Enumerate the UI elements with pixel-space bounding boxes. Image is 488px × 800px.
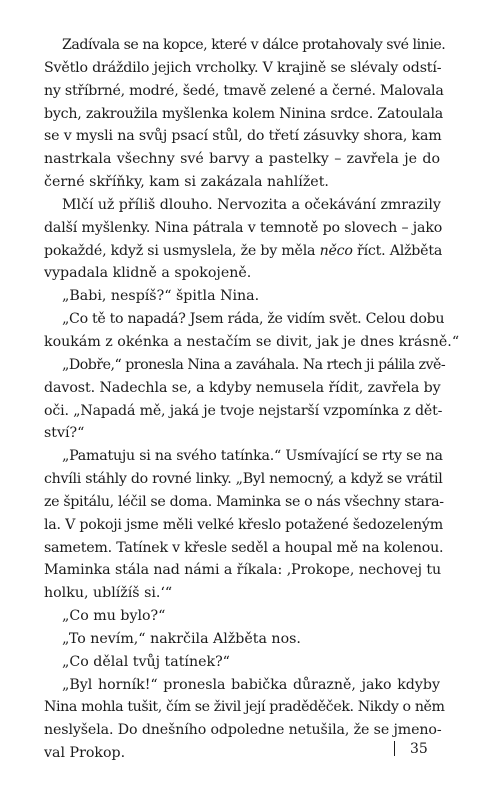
text-line	[44, 582, 440, 605]
text-segment: „Co mu bylo?“	[62, 608, 166, 625]
text-line	[44, 696, 445, 719]
text-segment: Zadívala se na kopce, které v dálce protahovaly své linie.	[62, 37, 446, 53]
text-segment: Mlčí už příliš dlouho. Nervozita a očekávání zmrazily	[62, 196, 441, 213]
text-line	[44, 537, 444, 560]
text-segment: bych, zakroužila myšlenka kolem Ninina srdce. Zatoulala	[44, 105, 444, 122]
text-segment: Světlo dráždilo jejich vrcholky. V krajině se slévaly odstí-	[44, 59, 442, 76]
text-segment: val Prokop.	[44, 745, 126, 762]
text-line	[44, 514, 443, 537]
text-segment: „Co tě to napadá? Jsem ráda, že vidím svět. Celou dobu	[62, 311, 445, 328]
text-segment: se v mysli na svůj psací stůl, do třetí zásuvky shora, kam	[44, 128, 442, 145]
text-segment: oči. „Napadá mě, jaká je tvoje nejstarší vzpomínka z dět-	[44, 402, 443, 419]
text-segment: nastrkala všechny své barvy a pastelky – zavřela je do	[44, 151, 440, 168]
text-segment: „Babi, nespíš?“ špitla Nina.	[62, 288, 260, 305]
footer-divider	[394, 741, 395, 756]
page-number: 35	[410, 741, 428, 757]
body-text	[44, 34, 460, 765]
text-line	[44, 262, 440, 285]
emphasized-word: něco	[319, 242, 353, 259]
text-line	[44, 377, 440, 400]
text-line	[44, 674, 440, 697]
text-line	[44, 285, 440, 308]
text-segment: pokaždé, když si usmyslela, že by měla	[44, 242, 320, 259]
text-segment: holku, ublížíš si.‘“	[44, 585, 173, 602]
text-segment: další myšlenky. Nina pátrala v temnotě po slovech – jako	[44, 219, 443, 236]
text-line	[44, 331, 460, 354]
text-line	[44, 422, 440, 445]
text-line	[44, 57, 440, 80]
text-line	[44, 628, 440, 651]
text-line	[44, 468, 443, 491]
text-line	[44, 400, 443, 423]
text-line	[44, 308, 445, 331]
text-line	[44, 354, 446, 377]
text-segment: neslyšela. Do dnešního odpoledne netušila, že se jmeno-	[44, 722, 442, 739]
text-line	[44, 80, 444, 103]
text-segment: černé skříňky, kam si zakázala nahlížet.	[44, 174, 329, 191]
text-line	[44, 148, 440, 171]
text-segment: ny stříbrné, modré, šedé, tmavě zelené a černé. Malovala	[44, 82, 444, 99]
text-line	[44, 559, 440, 582]
text-line	[44, 491, 444, 514]
text-segment: ství?“	[44, 425, 85, 442]
text-line	[44, 651, 440, 674]
page-footer	[0, 738, 488, 760]
text-line	[44, 125, 440, 148]
text-segment: Nina mohla tušit, čím se živil její praděděček. Nikdy o něm	[44, 699, 445, 716]
text-line	[44, 240, 443, 263]
text-segment: „Co dělal tvůj tatínek?“	[62, 653, 230, 670]
text-segment: Maminka stála nad námi a říkala: ‚Prokope, nechovej tu	[44, 562, 442, 579]
text-segment: la. V pokoji jsme měli velké křeslo potažené šedozeleným	[44, 516, 443, 533]
text-line	[44, 445, 443, 468]
text-segment: „Dobře,“ pronesla Nina a zaváhala. Na rtech ji pálila zvě-	[62, 356, 446, 373]
text-line	[44, 194, 440, 217]
text-segment: „Pamatuju si na svého tatínka.“ Usmívající se rty se na	[62, 448, 443, 465]
text-line	[44, 34, 446, 57]
text-line	[44, 217, 443, 240]
text-segment: davost. Nadechla se, a kdyby nemusela řídit, zavřela by	[44, 379, 441, 396]
text-segment: „To nevím,“ nakrčila Alžběta nos.	[62, 630, 301, 647]
text-line	[44, 605, 440, 628]
text-segment: „Byl horník!“ pronesla babička důrazně, jako kdyby	[62, 676, 440, 693]
text-segment: říct. Alžběta	[352, 242, 443, 259]
text-segment: chvíli stáhly do rovné linky. „Byl nemocný, a když se vrátil	[44, 471, 443, 488]
text-segment: vypadala klidně a spokojeně.	[44, 265, 252, 282]
text-segment: ze špitálu, léčil se doma. Maminka se o nás všechny stara-	[44, 493, 444, 510]
text-line	[44, 171, 440, 194]
text-segment: koukám z okénka a nestačím se divit, jak je dnes krásně.“	[44, 333, 460, 350]
text-segment: sametem. Tatínek v křesle seděl a houpal mě na kolenou.	[44, 539, 444, 556]
text-line	[44, 103, 444, 126]
